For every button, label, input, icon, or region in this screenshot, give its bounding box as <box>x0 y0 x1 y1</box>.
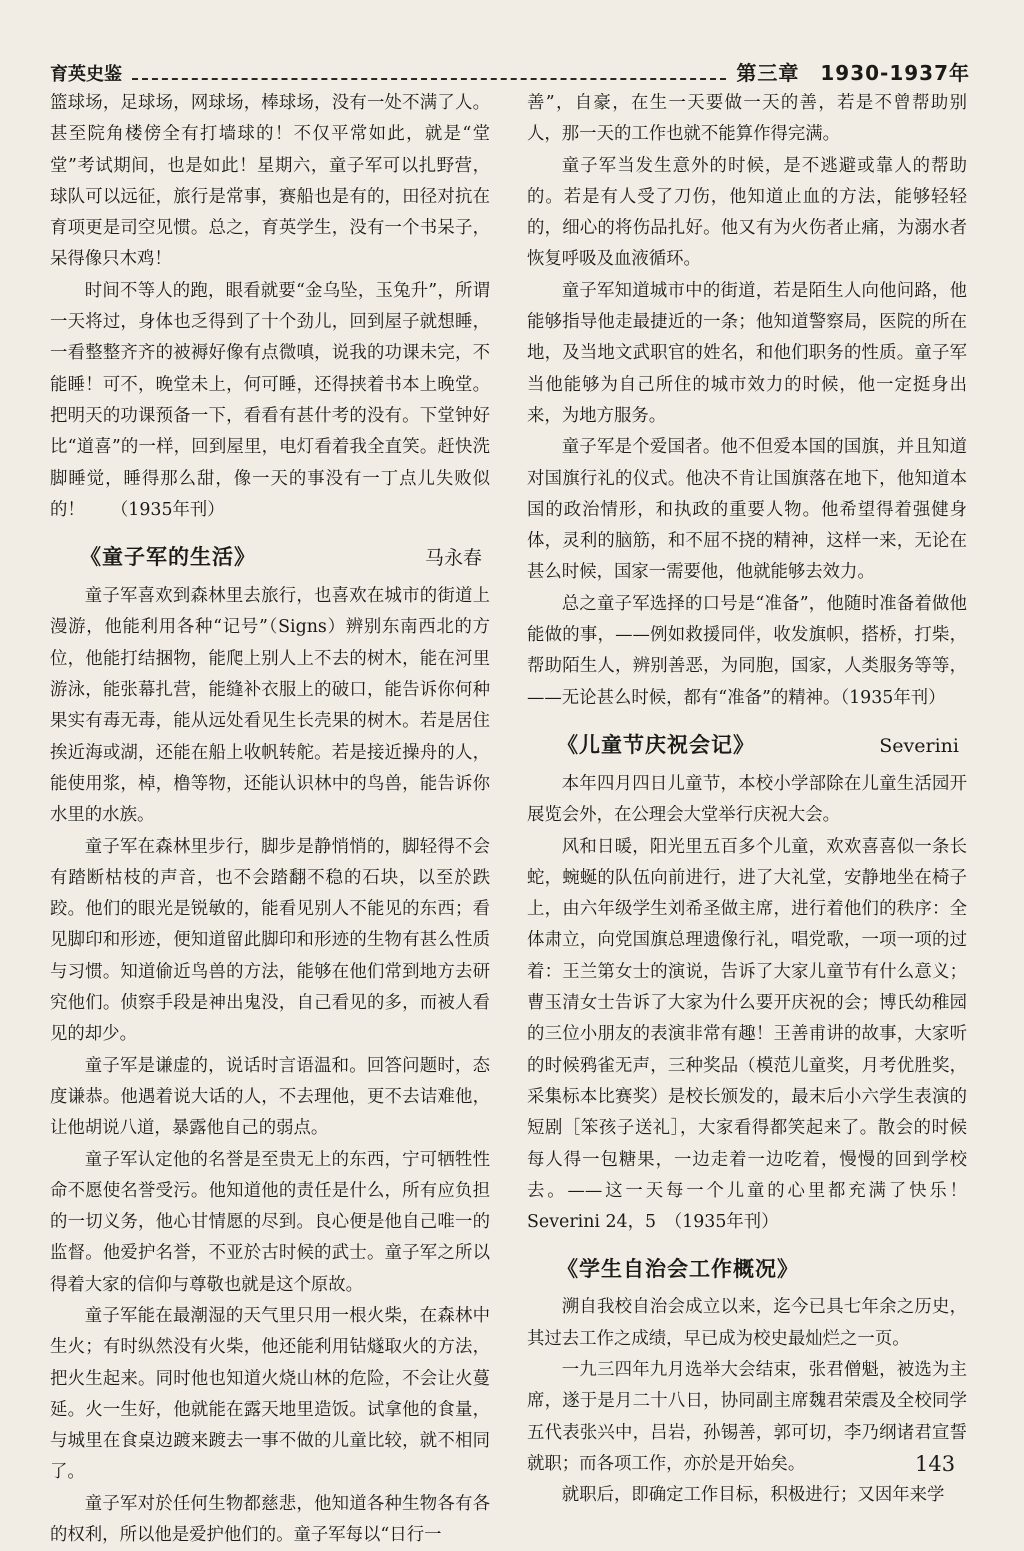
paragraph: 风和日暖，阳光里五百多个儿童，欢欢喜喜似一条长蛇，蜿蜒的队伍向前进行，进了大礼堂，安静地坐在椅子上，由六年级学生刘希圣做主席，进行着他们的秩序：全体肃立，向党国旗总理遗像行礼，唱党歌，一项一项的过着：王兰第女士的演说，告诉了大家儿童节有什么意义；曹玉清女士告诉了大家为什么要开庆祝的会；博氏幼稚园的三位小朋友的表演非常有趣！王善甫讲的故事，大家听的时候鸦雀无声，三种奖品（模范儿童奖，月考优胜奖，采集标本比赛奖）是校长颁发的，最末后小六学生表演的短剧［笨孩子送礼］，大家看得都笑起来了。散会的时候每人得一包糖果，一边走着一边吃着，慢慢的回到学校去。——这一天每一个儿童的心里都充满了快乐！Severini 24，5 （1935年刊） <box>527 836 967 1233</box>
paragraph: 善”，自豪，在生一天要做一天的善，若是不曾帮助别人，那一天的工作也就不能算作得完满。 <box>527 93 967 145</box>
header-dashed-rule <box>132 78 726 80</box>
page-number: 143 <box>915 1452 956 1476</box>
paragraph: 篮球场，足球场，网球场，棒球场，没有一处不满了人。甚至院角楼傍全有打墙球的！不仅平常如此，就是“堂堂”考试期间，也是如此！星期六，童子军可以扎野营，球队可以远征，旅行是常事，赛船也是有的，田径对抗在育项更是司空见惯。总之，育英学生，没有一个书呆子，呆得像只木鸡！ <box>50 93 490 270</box>
section-title: 《学生自治会工作概况》 <box>557 1257 799 1282</box>
paragraph: 总之童子军选择的口号是“准备”，他随时准备着做他能做的事，——例如救援同伴，收发旗帜，搭桥，打柴，帮助陌生人，辨别善恶，为同胞，国家，人类服务等等，——无论甚么时候，都有“准备”的精神。（1935年刊） <box>527 593 967 708</box>
section-heading <box>527 1252 967 1286</box>
paragraph: 本年四月四日儿童节，本校小学部除在儿童生活园开展览会外，在公理会大堂举行庆祝大会。 <box>527 773 967 826</box>
chapter-title: 第三章 1930-1937年 <box>736 61 970 85</box>
paragraph: 童子军对於任何生物都慈悲，他知道各种生物各有各的权利，所以他是爱护他们的。童子军每以“日行一 <box>50 1493 490 1546</box>
section-heading <box>527 728 967 763</box>
paragraph: 童子军知道城市中的街道，若是陌生人向他问路，他能够指导他走最捷近的一条；他知道警察局，医院的所在地，及当地文武职官的姓名，和他们职务的性质。童子军当他能够为自己所住的城市效力的时候，他一定挺身出来，为地方服务。 <box>527 280 967 426</box>
book-title: 育英史鉴 <box>50 64 122 85</box>
paragraph: 童子军喜欢到森林里去旅行，也喜欢在城市的街道上漫游，他能利用各种“记号”（Signs）辨别东南西北的方位，他能打结捆物，能爬上别人上不去的树木，能在河里游泳，能张幕扎营，能缝补衣服上的破口，能告诉你何种果实有毒无毒，能从远处看见生长壳果的树木。若是居住挨近海或湖，还能在船上收帆转舵。若是接近操舟的人，能使用浆，棹，橹等物，还能认识林中的鸟兽，能告诉你水里的水族。 <box>50 586 490 826</box>
paragraph: 溯自我校自治会成立以来，迄今已具七年余之历史，其过去工作之成绩，早已成为校史最灿烂之一页。 <box>527 1297 967 1349</box>
left-column <box>50 88 490 1551</box>
right-column <box>527 88 967 1511</box>
section-title: 《儿童节庆祝会记》 <box>557 732 755 757</box>
running-header <box>50 42 970 86</box>
section-title: 《童子军的生活》 <box>80 545 256 570</box>
paragraph: 童子军是个爱国者。他不但爱本国的国旗，并且知道对国旗行礼的仪式。他决不肯让国旗落在地下，他知道本国的政治情形，和执政的重要人物。他希望得着强健身体，灵利的脑筋，和不屈不挠的精神，这样一来，无论在甚么时候，国家一需要他，他就能够去效力。 <box>527 437 967 583</box>
paragraph: 童子军认定他的名誉是至贵无上的东西，宁可牺牲性命不愿使名誉受污。他知道他的责任是什么，所有应负担的一切义务，他心甘情愿的尽到。良心便是他自己唯一的监督。他爱护名誉，不亚於古时候的武士。童子军之所以得着大家的信仰与尊敬也就是这个原故。 <box>50 1149 490 1295</box>
paragraph: 童子军当发生意外的时候，是不逃避或靠人的帮助的。若是有人受了刀伤，他知道止血的方法，能够轻轻的，细心的将伤品扎好。他又有为火伤者止痛，为溺水者恢复呼吸及血液循环。 <box>527 155 967 270</box>
paragraph: 童子军是谦虚的，说话时言语温和。回答问题时，态度谦恭。他遇着说大话的人，不去理他，更不去诘难他，让他胡说八道，暴露他自己的弱点。 <box>50 1055 490 1139</box>
paragraph: 童子军能在最潮湿的天气里只用一根火柴，在森林中生火；有时纵然没有火柴，他还能利用钻燧取火的方法，把火生起来。同时他也知道火烧山林的危险，不会让火蔓延。火一生好，他就能在露天地里造饭。试拿他的食量，与城里在食桌边踱来踱去一事不做的儿童比较，就不相同了。 <box>50 1305 490 1483</box>
section-author: 马永春 <box>424 547 482 570</box>
paragraph: 一九三四年九月选举大会结束，张君僧魁，被选为主席，遂于是月二十八日，协同副主席魏君荣震及全校同学五代表张兴中，吕岩，孙锡善，郭可切，李乃纲诸君宣誓就职；而各项工作，亦於是开始矣。 <box>527 1359 967 1474</box>
paragraph: 童子军在森林里步行，脚步是静悄悄的，脚轻得不会有踏断枯枝的声音，也不会踏翻不稳的石块，以至於跌跤。他们的眼光是锐敏的，能看见别人不能见的东西；看见脚印和形迹，便知道留此脚印和形迹的生物有甚么性质与习惯。知道偷近鸟兽的方法，能够在他们常到地方去研究他们。侦察手段是神出鬼没，自己看见的多，而被人看见的却少。 <box>50 836 490 1045</box>
paragraph: 时间不等人的跑，眼看就要“金乌坠，玉兔升”，所谓一天将过，身体也乏得到了十个劲儿，回到屋子就想睡，一看整整齐齐的被褥好像有点微嗔，说我的功课未完，不能睡！可不，晚堂未上，何可睡，还得挟着书本上晚堂。把明天的功课预备一下，看看有甚什考的没有。下堂钟好比“道喜”的一样，回到屋里，电灯看着我全直笑。赶快洗脚睡觉，睡得那么甜，像一天的事没有一丁点儿失败似的！ （1935年刊） <box>50 280 490 520</box>
paragraph: 就职后，即确定工作目标，积极进行；又因年来学 <box>561 1485 945 1506</box>
section-author: Severini <box>879 734 959 757</box>
section-heading <box>50 540 490 575</box>
